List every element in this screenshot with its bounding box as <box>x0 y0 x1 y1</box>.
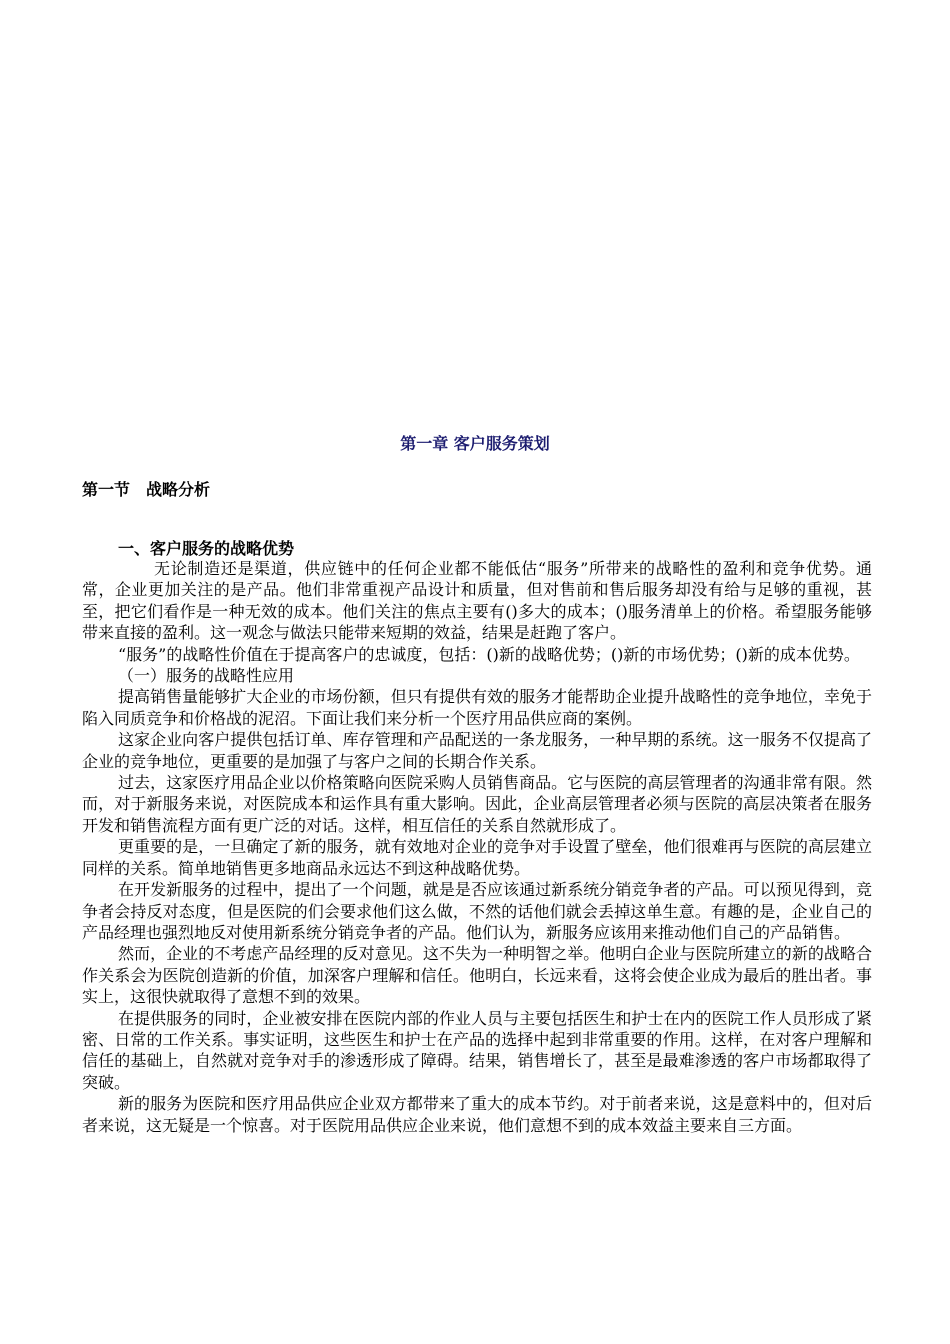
chapter-title: 第一章 客户服务策划 <box>400 434 550 453</box>
paragraph: 提高销售量能够扩大企业的市场份额，但只有提供有效的服务才能帮助企业提升战略性的竞争地位，幸免于陷入同质竞争和价格战的泥沼。下面让我们来分析一个医疗用品供应商的案例。 <box>82 687 872 728</box>
paragraph: 这家企业向客户提供包括订单、库存管理和产品配送的一条龙服务，一种早期的系统。这一服务不仅提高了企业的竞争地位，更重要的是加强了与客户之间的长期合作关系。 <box>82 730 872 771</box>
paragraph: “服务”的战略性价值在于提高客户的忠诚度，包括：()新的战略优势；()新的市场优势；()新的成本优势。 <box>118 644 860 664</box>
subsection-title: 一、客户服务的战略优势 <box>118 539 295 558</box>
section-title: 第一节 战略分析 <box>82 480 211 499</box>
paragraph: 然而，企业的不考虑产品经理的反对意见。这不失为一种明智之举。他明白企业与医院所建立的新的战略合作关系会为医院创造新的价值，加深客户理解和信任。他明白，长远来看，这将会使企业成为最后的胜出者。事实上，这很快就取得了意想不到的效果。 <box>82 944 872 1007</box>
paragraph: 过去，这家医疗用品企业以价格策略向医院采购人员销售商品。它与医院的高层管理者的沟通非常有限。然而，对于新服务来说，对医院成本和运作具有重大影响。因此，企业高层管理者必须与医院的高层决策者在服务开发和销售流程方面有更广泛的对话。这样，相互信任的关系自然就形成了。 <box>82 773 872 835</box>
paragraph: 在开发新服务的过程中，提出了一个问题，就是是否应该通过新系统分销竞争者的产品。可以预见得到，竞争者会持反对态度，但是医院的们会要求他们这么做，不然的话他们就会丢掉这单生意。有趣的是，企业自己的产品经理也强烈地反对使用新系统分销竞争者的产品。他们认为，新服务应该用来推动他们自己的产品销售。 <box>82 880 872 942</box>
sub-heading: （一）服务的战略性应用 <box>118 666 295 686</box>
paragraph: 无论制造还是渠道，供应链中的任何企业都不能低估“服务”所带来的战略性的盈利和竞争优势。通常，企业更加关注的是产品。他们非常重视产品设计和质量，但对售前和售后服务却没有给与足够的重视，甚至，把它们看作是一种无效的成本。他们关注的焦点主要有()多大的成本；()服务清单上的价格。希望服务能够带来直接的盈利。这一观念与做法只能带来短期的效益，结果是赶跑了客户。 <box>82 559 872 643</box>
paragraph: 新的服务为医院和医疗用品供应企业双方都带来了重大的成本节约。对于前者来说，这是意料中的，但对后者来说，这无疑是一个惊喜。对于医院用品供应企业来说，他们意想不到的成本效益主要来自三方面。 <box>82 1094 872 1135</box>
paragraph: 更重要的是，一旦确定了新的服务，就有效地对企业的竞争对手设置了壁垒，他们很难再与医院的高层建立同样的关系。简单地销售更多地商品永远达不到这种战略优势。 <box>82 837 872 878</box>
body-text <box>82 558 872 1136</box>
paragraph: 在提供服务的同时，企业被安排在医院内部的作业人员与主要包括医生和护士在内的医院工作人员形成了紧密、日常的工作关系。事实证明，这些医生和护士在产品的选择中起到非常重要的作用。这样，在对客户理解和信任的基础上，自然就对竞争对手的渗透形成了障碍。结果，销售增长了，甚至是最难渗透的客户市场都取得了突破。 <box>82 1008 872 1092</box>
